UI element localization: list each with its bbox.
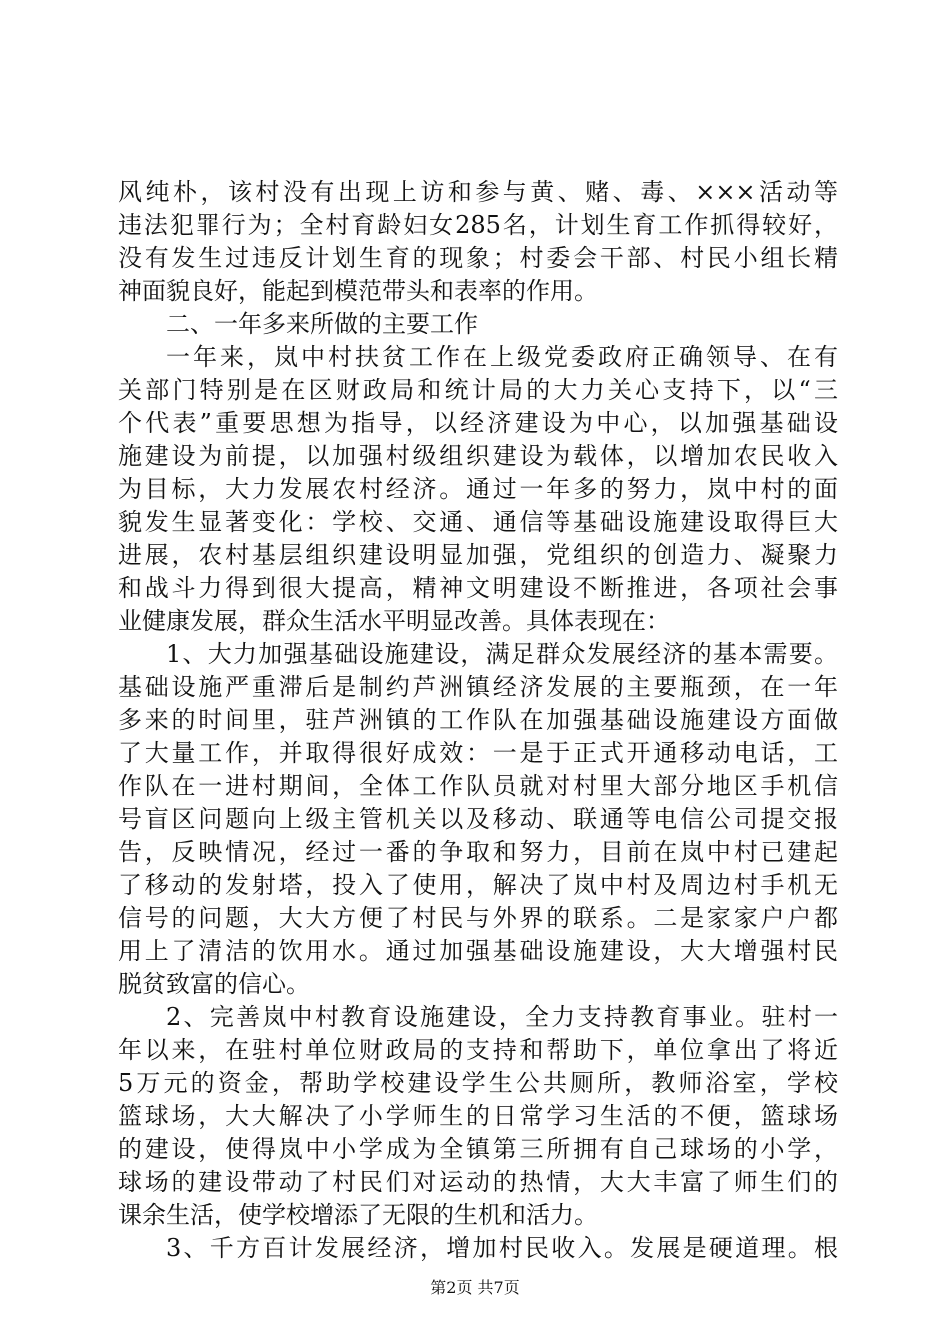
text-line: 告，反映情况，经过一番的争取和努力，目前在岚中村已建起	[118, 838, 838, 866]
text-line: 脱贫致富的信心。	[118, 970, 310, 998]
text-line: 2、完善岚中村教育设施建设，全力支持教育事业。驻村一	[166, 1003, 838, 1031]
text-line: 了移动的发射塔，投入了使用，解决了岚中村及周边村手机无	[118, 871, 838, 899]
text-line: 进展，农村基层组织建设明显加强，党组织的创造力、凝聚力	[118, 541, 838, 569]
page-footer: 第2页 共7页	[430, 1278, 520, 1297]
text-line: 号盲区问题向上级主管机关以及移动、联通等电信公司提交报	[118, 805, 838, 833]
text-line: 多来的时间里，驻芦洲镇的工作队在加强基础设施建设方面做	[118, 706, 838, 734]
document-body	[118, 176, 838, 1265]
text-line: 风纯朴，该村没有出现上访和参与黄、赌、毒、×××活动等	[118, 178, 838, 206]
text-line: 年以来，在驻村单位财政局的支持和帮助下，单位拿出了将近	[118, 1036, 838, 1064]
text-line: 一年来，岚中村扶贫工作在上级党委政府正确领导、在有	[166, 343, 838, 371]
text-line: 课余生活，使学校增添了无限的生机和活力。	[118, 1201, 598, 1229]
text-line: 5万元的资金，帮助学校建设学生公共厕所，教师浴室，学校	[118, 1069, 838, 1097]
text-line: 业健康发展，群众生活水平明显改善。具体表现在：	[118, 607, 670, 635]
text-line: 篮球场，大大解决了小学师生的日常学习生活的不便，篮球场	[118, 1102, 838, 1130]
text-line: 的建设，使得岚中小学成为全镇第三所拥有自己球场的小学，	[118, 1135, 838, 1163]
text-line: 施建设为前提，以加强村级组织建设为载体，以增加农民收入	[118, 442, 838, 470]
text-line: 没有发生过违反计划生育的现象；村委会干部、村民小组长精	[118, 244, 838, 272]
text-line: 和战斗力得到很大提高，精神文明建设不断推进，各项社会事	[118, 574, 838, 602]
text-line: 貌发生显著变化：学校、交通、通信等基础设施建设取得巨大	[118, 508, 838, 536]
text-line: 了大量工作，并取得很好成效：一是于正式开通移动电话，工	[118, 739, 838, 767]
text-line: 用上了清洁的饮用水。通过加强基础设施建设，大大增强村民	[118, 937, 838, 965]
text-line: 作队在一进村期间，全体工作队员就对村里大部分地区手机信	[118, 772, 838, 800]
text-line: 关部门特别是在区财政局和统计局的大力关心支持下，以“三	[118, 376, 838, 404]
text-line: 个代表”重要思想为指导，以经济建设为中心，以加强基础设	[118, 409, 838, 437]
text-line: 3、千方百计发展经济，增加村民收入。发展是硬道理。根	[166, 1234, 838, 1262]
text-line: 信号的问题，大大方便了村民与外界的联系。二是家家户户都	[118, 904, 838, 932]
text-line: 球场的建设带动了村民们对运动的热情，大大丰富了师生们的	[118, 1168, 838, 1196]
text-line: 违法犯罪行为；全村育龄妇女285名，计划生育工作抓得较好，	[118, 211, 838, 239]
text-line: 1、大力加强基础设施建设，满足群众发展经济的基本需要。	[166, 640, 838, 668]
text-line: 神面貌良好，能起到模范带头和表率的作用。	[118, 277, 598, 305]
text-line: 基础设施严重滞后是制约芦洲镇经济发展的主要瓶颈，在一年	[118, 673, 838, 701]
text-line: 二、一年多来所做的主要工作	[166, 310, 478, 338]
text-line: 为目标，大力发展农村经济。通过一年多的努力，岚中村的面	[118, 475, 838, 503]
